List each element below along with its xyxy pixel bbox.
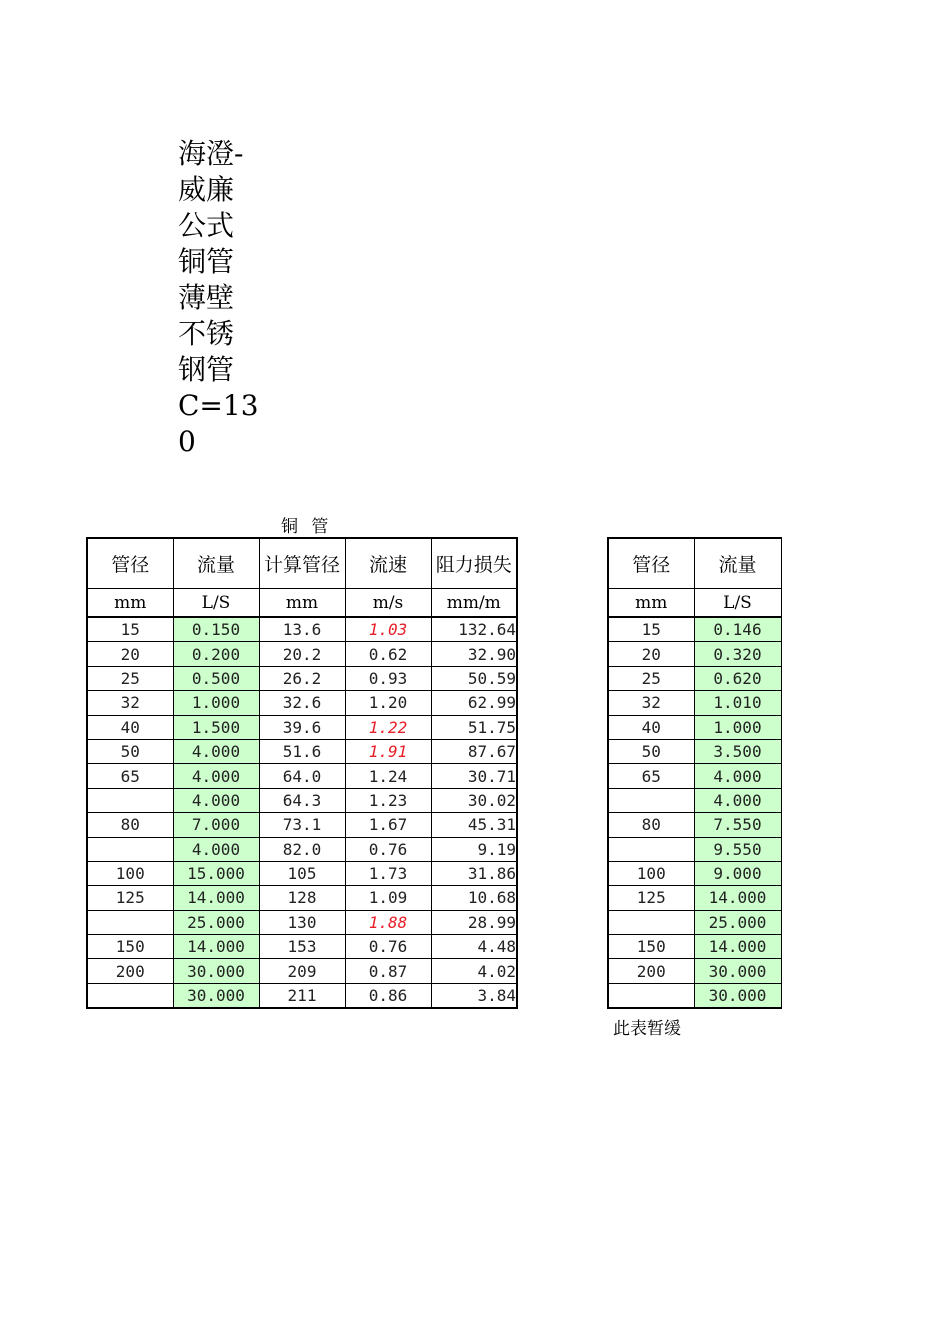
side-flow-cell: 30.000 xyxy=(694,983,781,1008)
friction-loss-cell: 4.02 xyxy=(431,959,517,983)
copper-pipe-table xyxy=(86,537,518,1009)
velocity-cell: 1.24 xyxy=(345,764,431,788)
calc-diameter-cell: 32.6 xyxy=(259,691,345,715)
header-calc-diameter: 计算管径 xyxy=(259,538,345,589)
table-row xyxy=(87,666,517,690)
flow-cell: 4.000 xyxy=(173,837,259,861)
unit-velocity: m/s xyxy=(345,589,431,618)
table-row xyxy=(608,739,781,763)
side-flow-cell: 14.000 xyxy=(694,886,781,910)
unit-calc-diameter: mm xyxy=(259,589,345,618)
side-pipe-diameter-cell: 150 xyxy=(608,935,694,959)
velocity-cell: 1.88 xyxy=(345,910,431,934)
title-line: 薄壁 xyxy=(178,281,235,314)
pipe-diameter-cell: 25 xyxy=(87,666,173,690)
calc-diameter-cell: 64.0 xyxy=(259,764,345,788)
table-row xyxy=(87,959,517,983)
side-pipe-diameter-cell: 25 xyxy=(608,666,694,690)
table-caption: 铜 管 xyxy=(281,517,333,537)
calc-diameter-cell: 105 xyxy=(259,861,345,885)
side-pipe-diameter-cell xyxy=(608,910,694,934)
velocity-cell: 1.23 xyxy=(345,788,431,812)
calc-diameter-cell: 153 xyxy=(259,935,345,959)
calc-diameter-cell: 211 xyxy=(259,983,345,1008)
flow-cell: 1.000 xyxy=(173,691,259,715)
friction-loss-cell: 4.48 xyxy=(431,935,517,959)
side-flow-cell: 25.000 xyxy=(694,910,781,934)
calc-diameter-cell: 51.6 xyxy=(259,739,345,763)
side-pipe-diameter-cell: 20 xyxy=(608,642,694,666)
table-row xyxy=(608,861,781,885)
side-flow-cell: 1.000 xyxy=(694,715,781,739)
side-header-pipe-diameter: 管径 xyxy=(608,538,694,589)
velocity-cell: 0.93 xyxy=(345,666,431,690)
side-flow-cell: 0.320 xyxy=(694,642,781,666)
calc-diameter-cell: 39.6 xyxy=(259,715,345,739)
table-row xyxy=(608,691,781,715)
flow-cell: 0.150 xyxy=(173,617,259,642)
table-row xyxy=(87,617,517,642)
calc-diameter-cell: 128 xyxy=(259,886,345,910)
side-pipe-diameter-cell: 32 xyxy=(608,691,694,715)
side-flow-cell: 1.010 xyxy=(694,691,781,715)
table-row xyxy=(87,861,517,885)
table-row xyxy=(608,617,781,642)
friction-loss-cell: 30.71 xyxy=(431,764,517,788)
pipe-diameter-cell xyxy=(87,910,173,934)
pipe-diameter-cell: 200 xyxy=(87,959,173,983)
side-pipe-diameter-cell: 40 xyxy=(608,715,694,739)
table-row xyxy=(87,691,517,715)
side-unit-flow: L/S xyxy=(694,589,781,618)
friction-loss-cell: 132.64 xyxy=(431,617,517,642)
table-row xyxy=(87,837,517,861)
table-row xyxy=(87,886,517,910)
side-pipe-diameter-cell: 65 xyxy=(608,764,694,788)
table-row xyxy=(608,764,781,788)
title-line: 公式 xyxy=(178,209,235,242)
calc-diameter-cell: 13.6 xyxy=(259,617,345,642)
flow-cell: 30.000 xyxy=(173,959,259,983)
sheet-title xyxy=(178,136,258,460)
pipe-diameter-cell xyxy=(87,983,173,1008)
velocity-cell: 0.87 xyxy=(345,959,431,983)
pipe-diameter-cell: 100 xyxy=(87,861,173,885)
friction-loss-cell: 87.67 xyxy=(431,739,517,763)
pipe-diameter-cell: 50 xyxy=(87,739,173,763)
side-pipe-diameter-cell xyxy=(608,788,694,812)
velocity-cell: 1.91 xyxy=(345,739,431,763)
unit-friction-loss: mm/m xyxy=(431,589,517,618)
pipe-diameter-cell: 32 xyxy=(87,691,173,715)
velocity-cell: 1.20 xyxy=(345,691,431,715)
title-line: 威廉 xyxy=(178,173,235,206)
side-flow-cell: 7.550 xyxy=(694,813,781,837)
flow-cell: 4.000 xyxy=(173,739,259,763)
friction-loss-cell: 3.84 xyxy=(431,983,517,1008)
velocity-cell: 0.76 xyxy=(345,837,431,861)
pipe-diameter-cell: 40 xyxy=(87,715,173,739)
table-row xyxy=(608,642,781,666)
velocity-cell: 1.03 xyxy=(345,617,431,642)
velocity-cell: 1.22 xyxy=(345,715,431,739)
side-unit-pipe-diameter: mm xyxy=(608,589,694,618)
calc-diameter-cell: 26.2 xyxy=(259,666,345,690)
pipe-diameter-cell xyxy=(87,837,173,861)
friction-loss-cell: 31.86 xyxy=(431,861,517,885)
pipe-diameter-cell: 65 xyxy=(87,764,173,788)
velocity-cell: 1.73 xyxy=(345,861,431,885)
side-flow-cell: 0.146 xyxy=(694,617,781,642)
unit-flow: L/S xyxy=(173,589,259,618)
flow-cell: 15.000 xyxy=(173,861,259,885)
flow-cell: 1.500 xyxy=(173,715,259,739)
side-header-flow: 流量 xyxy=(694,538,781,589)
side-pipe-diameter-cell xyxy=(608,983,694,1008)
friction-loss-cell: 32.90 xyxy=(431,642,517,666)
calc-diameter-cell: 64.3 xyxy=(259,788,345,812)
table-row xyxy=(608,910,781,934)
table-row xyxy=(87,715,517,739)
table-row xyxy=(608,983,781,1008)
pipe-diameter-cell: 125 xyxy=(87,886,173,910)
table-row xyxy=(608,886,781,910)
calc-diameter-cell: 130 xyxy=(259,910,345,934)
table-row xyxy=(608,935,781,959)
header-pipe-diameter: 管径 xyxy=(87,538,173,589)
side-note: 此表暂缓 xyxy=(613,1019,681,1039)
velocity-cell: 1.67 xyxy=(345,813,431,837)
flow-cell: 7.000 xyxy=(173,813,259,837)
velocity-cell: 0.62 xyxy=(345,642,431,666)
pipe-diameter-cell: 150 xyxy=(87,935,173,959)
friction-loss-cell: 45.31 xyxy=(431,813,517,837)
side-flow-cell: 0.620 xyxy=(694,666,781,690)
flow-cell: 14.000 xyxy=(173,886,259,910)
table-row xyxy=(87,910,517,934)
velocity-cell: 1.09 xyxy=(345,886,431,910)
side-pipe-diameter-cell: 200 xyxy=(608,959,694,983)
side-flow-cell: 3.500 xyxy=(694,739,781,763)
side-pipe-diameter-cell: 100 xyxy=(608,861,694,885)
table-row xyxy=(608,715,781,739)
friction-loss-cell: 28.99 xyxy=(431,910,517,934)
side-flow-cell: 9.000 xyxy=(694,861,781,885)
flow-cell: 0.500 xyxy=(173,666,259,690)
friction-loss-cell: 30.02 xyxy=(431,788,517,812)
side-flow-cell: 14.000 xyxy=(694,935,781,959)
unit-pipe-diameter: mm xyxy=(87,589,173,618)
title-line: C=13 xyxy=(178,389,259,422)
calc-diameter-cell: 209 xyxy=(259,959,345,983)
title-line: 海澄- xyxy=(178,137,244,170)
flow-cell: 4.000 xyxy=(173,764,259,788)
reference-flow-table xyxy=(607,537,782,1009)
title-line: 钢管 xyxy=(178,353,235,386)
pipe-diameter-cell: 15 xyxy=(87,617,173,642)
pipe-diameter-cell: 20 xyxy=(87,642,173,666)
table-row xyxy=(87,739,517,763)
flow-cell: 14.000 xyxy=(173,935,259,959)
title-line: 铜管 xyxy=(178,245,235,278)
side-flow-cell: 4.000 xyxy=(694,764,781,788)
velocity-cell: 0.86 xyxy=(345,983,431,1008)
table-row xyxy=(608,959,781,983)
side-pipe-diameter-cell: 125 xyxy=(608,886,694,910)
table-row xyxy=(87,813,517,837)
title-line: 0 xyxy=(178,425,196,458)
title-line: 不锈 xyxy=(178,317,235,350)
table-row xyxy=(608,666,781,690)
friction-loss-cell: 51.75 xyxy=(431,715,517,739)
side-flow-cell: 9.550 xyxy=(694,837,781,861)
side-pipe-diameter-cell: 80 xyxy=(608,813,694,837)
pipe-diameter-cell xyxy=(87,788,173,812)
header-velocity: 流速 xyxy=(345,538,431,589)
table-row xyxy=(87,788,517,812)
side-flow-cell: 30.000 xyxy=(694,959,781,983)
side-flow-cell: 4.000 xyxy=(694,788,781,812)
flow-cell: 30.000 xyxy=(173,983,259,1008)
table-row xyxy=(87,935,517,959)
calc-diameter-cell: 73.1 xyxy=(259,813,345,837)
side-pipe-diameter-cell: 50 xyxy=(608,739,694,763)
table-row xyxy=(608,788,781,812)
friction-loss-cell: 9.19 xyxy=(431,837,517,861)
table-row xyxy=(87,983,517,1008)
flow-cell: 25.000 xyxy=(173,910,259,934)
header-friction-loss: 阻力损失 xyxy=(431,538,517,589)
side-pipe-diameter-cell xyxy=(608,837,694,861)
side-pipe-diameter-cell: 15 xyxy=(608,617,694,642)
header-flow: 流量 xyxy=(173,538,259,589)
calc-diameter-cell: 82.0 xyxy=(259,837,345,861)
friction-loss-cell: 10.68 xyxy=(431,886,517,910)
table-row xyxy=(608,813,781,837)
table-row xyxy=(608,837,781,861)
velocity-cell: 0.76 xyxy=(345,935,431,959)
friction-loss-cell: 50.59 xyxy=(431,666,517,690)
friction-loss-cell: 62.99 xyxy=(431,691,517,715)
table-row xyxy=(87,764,517,788)
flow-cell: 4.000 xyxy=(173,788,259,812)
table-row xyxy=(87,642,517,666)
pipe-diameter-cell: 80 xyxy=(87,813,173,837)
calc-diameter-cell: 20.2 xyxy=(259,642,345,666)
flow-cell: 0.200 xyxy=(173,642,259,666)
